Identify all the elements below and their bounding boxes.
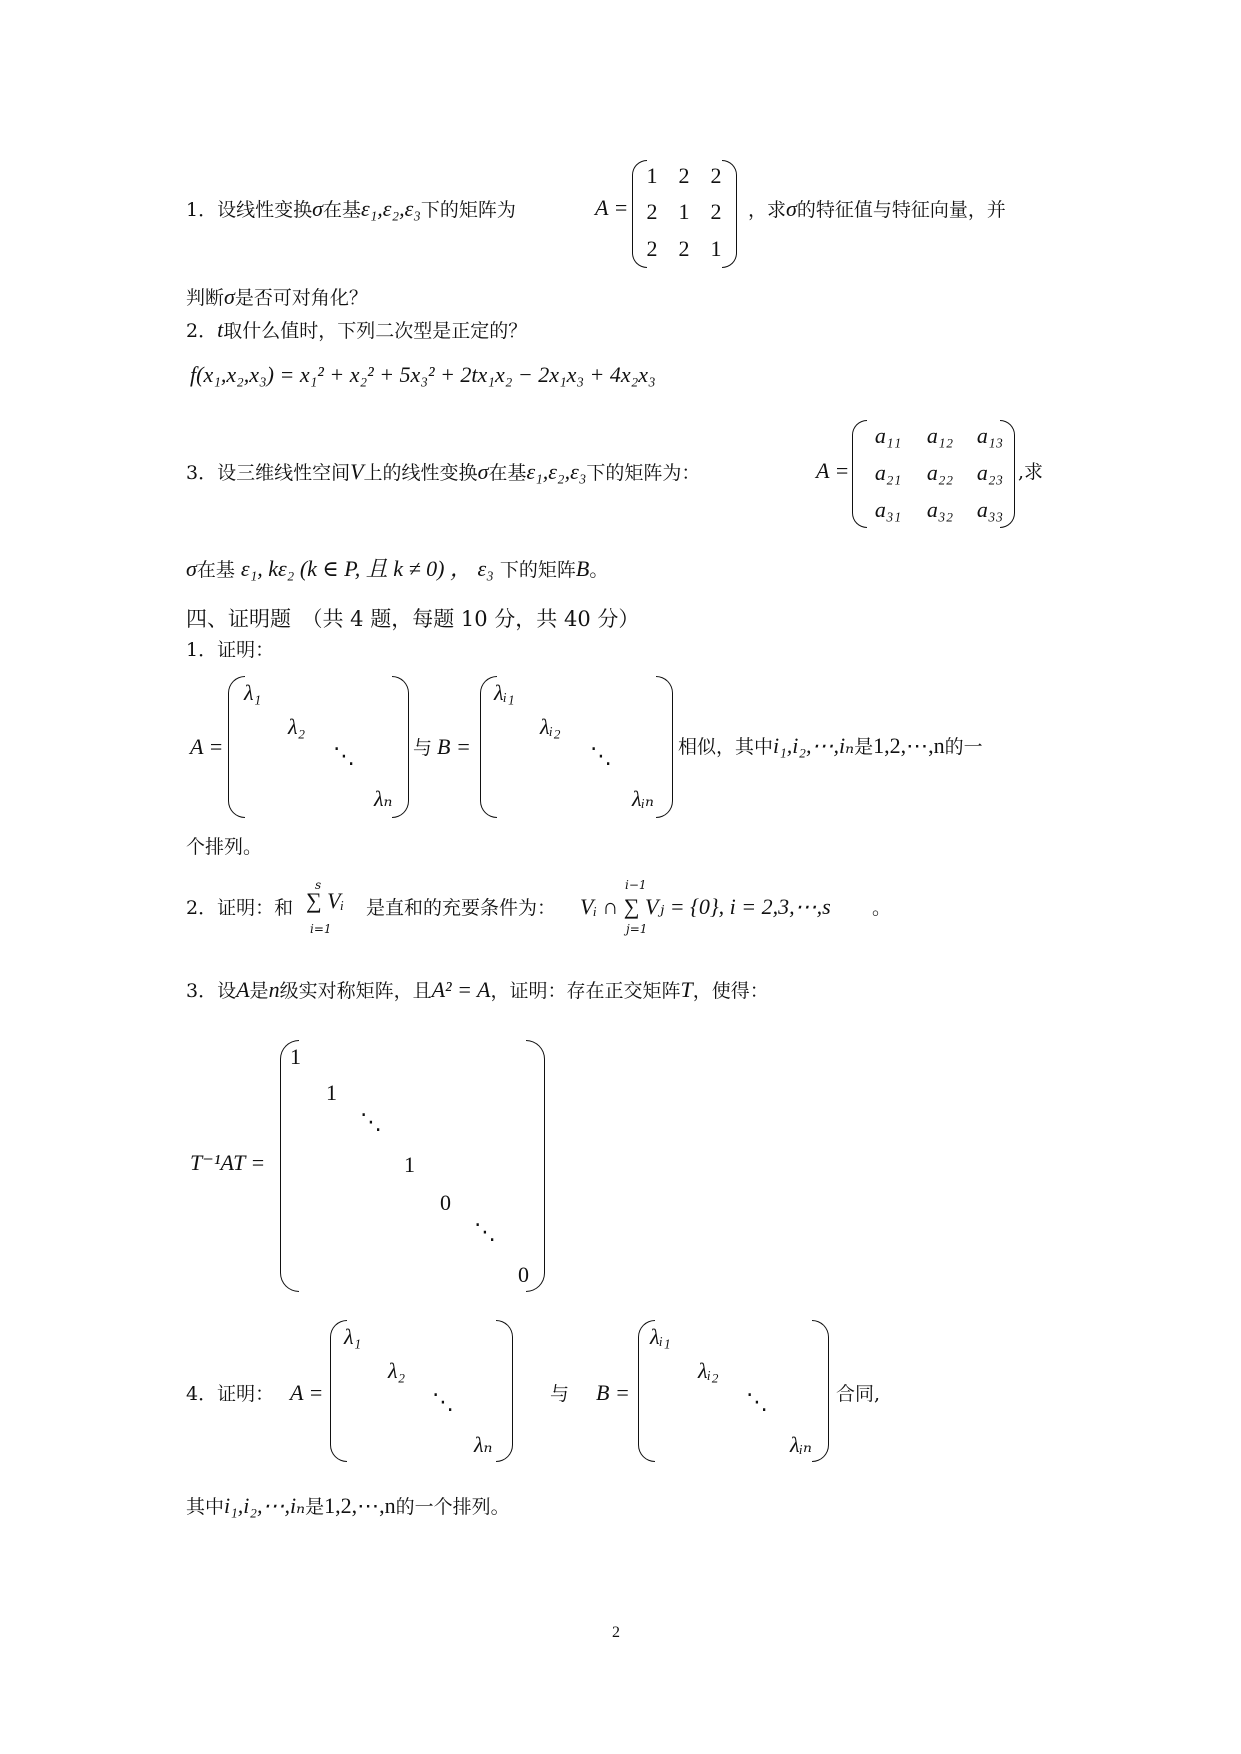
q1-sigma-3: σ <box>224 284 235 309</box>
q1-line2-pre: 判断 <box>186 287 225 309</box>
p1-A-dn: λₙ <box>374 786 393 811</box>
p1-B-dn: λᵢₙ <box>632 786 654 811</box>
p4-line2-a: 其中 <box>186 1496 225 1518</box>
p2-condition: Vᵢ ∩ ∑ Vⱼ = {0}, i = 2,3,⋯,s <box>580 894 831 919</box>
p1-B-label: B = <box>437 734 471 759</box>
q1-line2-post: 是否可对角化？ <box>234 287 368 309</box>
q3-mid3: 下的矩阵为： <box>586 462 701 484</box>
q1-m02: 2 <box>710 163 722 188</box>
p1-B-d1: λᵢ₁ <box>494 680 515 705</box>
q3-bracket-left <box>852 420 867 528</box>
q1-line1 <box>186 197 516 222</box>
q3-line2-c: 下的矩阵 <box>499 559 576 581</box>
p3-line1 <box>186 978 769 1003</box>
p3-ddots-2: ⋱ <box>474 1220 496 1245</box>
q1-post: ，求 <box>748 199 787 221</box>
q2-num: 2． <box>186 320 218 342</box>
q1-mid2: 下的矩阵为 <box>420 199 516 221</box>
p3-bracket-right <box>526 1040 545 1292</box>
p4-label: 4．证明： <box>186 1383 275 1405</box>
p1-A-d1: λ₁ <box>244 680 262 705</box>
p1-A-bracket-left <box>228 676 245 818</box>
p3-d-last-one: 1 <box>404 1152 415 1177</box>
p1-A-bracket-right <box>392 676 409 818</box>
p1-B-ddots: ⋱ <box>590 744 612 769</box>
q1-post2: 的特征值与特征向量，并 <box>796 199 1006 221</box>
p1-line2: 个排列。 <box>186 836 263 858</box>
q1-matrix-label: A = <box>595 195 629 220</box>
page-number: 2 <box>612 1624 620 1641</box>
p3-d-last-zero: 0 <box>518 1262 529 1287</box>
p1-post2: 是 <box>854 736 874 758</box>
q3-m11: a₂₂ <box>926 460 954 485</box>
p4-B-d2: λᵢ₂ <box>698 1358 719 1383</box>
p3-ddots-1: ⋱ <box>360 1110 382 1135</box>
q2-title <box>186 318 527 343</box>
p2-sum-bot: i=1 <box>310 922 332 936</box>
q3-line2-sigma: σ <box>186 556 197 581</box>
p4-B-label: B = <box>596 1380 630 1405</box>
p2-cond-bot: j=1 <box>626 922 648 936</box>
p4-B-ddots: ⋱ <box>746 1390 768 1415</box>
p4-seq: 1,2,⋯,n <box>324 1493 396 1518</box>
q1-m22: 1 <box>710 236 722 261</box>
p3-mid3: ，证明：存在正交矩阵 <box>490 980 681 1002</box>
q3-mid2: 在基 <box>488 462 527 484</box>
q3-post: ,求 <box>1018 461 1044 483</box>
q3-basis: ε₁,ε₂,ε₃ <box>526 459 587 484</box>
p1-line-tail <box>678 734 983 759</box>
p3-d2: 1 <box>326 1080 337 1105</box>
p2-sum-top: s <box>315 878 322 892</box>
q3-sigma: σ <box>477 459 489 484</box>
q3-m01: a₁₂ <box>926 423 954 448</box>
p3-cond: A² = A <box>431 977 491 1002</box>
q3-line2 <box>186 557 608 582</box>
q1-basis: ε₁,ε₂,ε₃ <box>360 196 421 221</box>
section-4-title: 四、证明题 （共 4 题，每题 10 分，共 40 分） <box>186 607 640 631</box>
q3-m12: a₂₃ <box>976 460 1004 485</box>
q3-pre: 3．设三维线性空间 <box>186 462 351 484</box>
p3-end: ，使得： <box>692 980 769 1002</box>
p1-A-ddots: ⋱ <box>333 744 355 769</box>
p2-cond-top: i−1 <box>625 878 647 892</box>
p4-B-d1: λᵢ₁ <box>650 1324 671 1349</box>
p4-perm: i₁,i₂,⋯,iₙ <box>224 1493 306 1518</box>
q1-sigma-2: σ <box>786 196 797 221</box>
p3-d-zero: 0 <box>440 1190 451 1215</box>
q3-line2-b: 在基 <box>196 559 235 581</box>
p3-T: T <box>680 977 693 1002</box>
q1-m01: 2 <box>678 163 690 188</box>
q3-line2-basis: ε₁, kε₂ (k ∈ P, 且 k ≠ 0) ， ε₃ <box>240 556 494 581</box>
q2-title-post: 取什么值时，下列二次型是正定的？ <box>223 320 528 342</box>
q3-line1 <box>186 460 700 485</box>
p1-A-d2: λ₂ <box>288 714 306 739</box>
q1-m00: 1 <box>646 163 658 188</box>
q3-m21: a₃₂ <box>926 497 954 522</box>
q3-m00: a₁₁ <box>874 423 902 448</box>
p1-seq: 1,2,⋯,n <box>873 733 945 758</box>
p4-line2 <box>186 1494 510 1519</box>
q3-m02: a₁₃ <box>976 423 1004 448</box>
q1-m20: 2 <box>646 236 658 261</box>
p1-post: 相似，其中 <box>678 736 774 758</box>
p3-A: A <box>236 977 250 1002</box>
q3-line2-end: 。 <box>589 559 609 581</box>
q3-line2-B: B <box>575 556 590 581</box>
p4-A-dn: λₙ <box>474 1432 493 1457</box>
q1-m10: 2 <box>646 199 658 224</box>
p2-sum: ∑ Vᵢ <box>306 888 345 913</box>
p4-line2-c: 的一个排列。 <box>395 1496 510 1518</box>
p2-end: 。 <box>872 897 892 919</box>
q2-t: t <box>217 317 224 342</box>
p3-bracket-left <box>280 1040 299 1292</box>
q1-sigma: σ <box>312 196 323 221</box>
p3-n: n <box>268 977 280 1002</box>
q1-m11: 1 <box>678 199 690 224</box>
p1-label: 1．证明： <box>186 639 275 661</box>
p4-B-bracket-right <box>812 1320 829 1462</box>
p3-mid2: 级实对称矩阵，且 <box>279 980 432 1002</box>
p4-with: 与 <box>550 1383 570 1405</box>
p4-A-ddots: ⋱ <box>432 1390 454 1415</box>
q3-m22: a₃₃ <box>976 497 1004 522</box>
q1-line1-tail <box>748 197 1006 222</box>
p3-d1: 1 <box>290 1044 301 1069</box>
p3-label: 3．设 <box>186 980 237 1002</box>
q1-line2 <box>186 285 368 310</box>
p1-A-label: A = <box>190 734 224 759</box>
p1-B-d2: λᵢ₂ <box>540 714 561 739</box>
p3-lhs: T⁻¹AT = <box>190 1150 266 1175</box>
p4-A-d2: λ₂ <box>388 1358 406 1383</box>
p4-line2-b: 是 <box>305 1496 325 1518</box>
q3-mid1: 上的线性变换 <box>363 462 478 484</box>
q1-pre: 1．设线性变换 <box>186 199 313 221</box>
q1-m21: 2 <box>678 236 690 261</box>
q1-m12: 2 <box>710 199 722 224</box>
p4-A-bracket-right <box>496 1320 513 1462</box>
p1-perm: i₁,i₂,⋯,iₙ <box>773 733 855 758</box>
p4-post: 合同, <box>836 1383 881 1405</box>
q2-quadratic-form: f(x₁,x₂,x₃) = x₁² + x₂² + 5x₃² + 2tx₁x₂ − 2x₁x₃ + 4x₂x₃ <box>190 362 656 387</box>
p1-post3: 的一 <box>944 736 983 758</box>
p2-label: 2．证明：和 <box>186 897 294 919</box>
q3-V: V <box>350 459 364 484</box>
p4-A-label: A = <box>290 1380 324 1405</box>
q3-m20: a₃₁ <box>874 497 902 522</box>
q3-matrix-label: A = <box>816 458 850 483</box>
q1-mid1: 在基 <box>322 199 361 221</box>
p3-mid1: 是 <box>249 980 269 1002</box>
p1-B-bracket-right <box>656 676 673 818</box>
p1-with: 与 <box>413 737 433 759</box>
p2-mid: 是直和的充要条件为： <box>366 897 557 919</box>
q3-m10: a₂₁ <box>874 460 902 485</box>
p4-A-d1: λ₁ <box>344 1324 362 1349</box>
p4-B-dn: λᵢₙ <box>790 1432 812 1457</box>
